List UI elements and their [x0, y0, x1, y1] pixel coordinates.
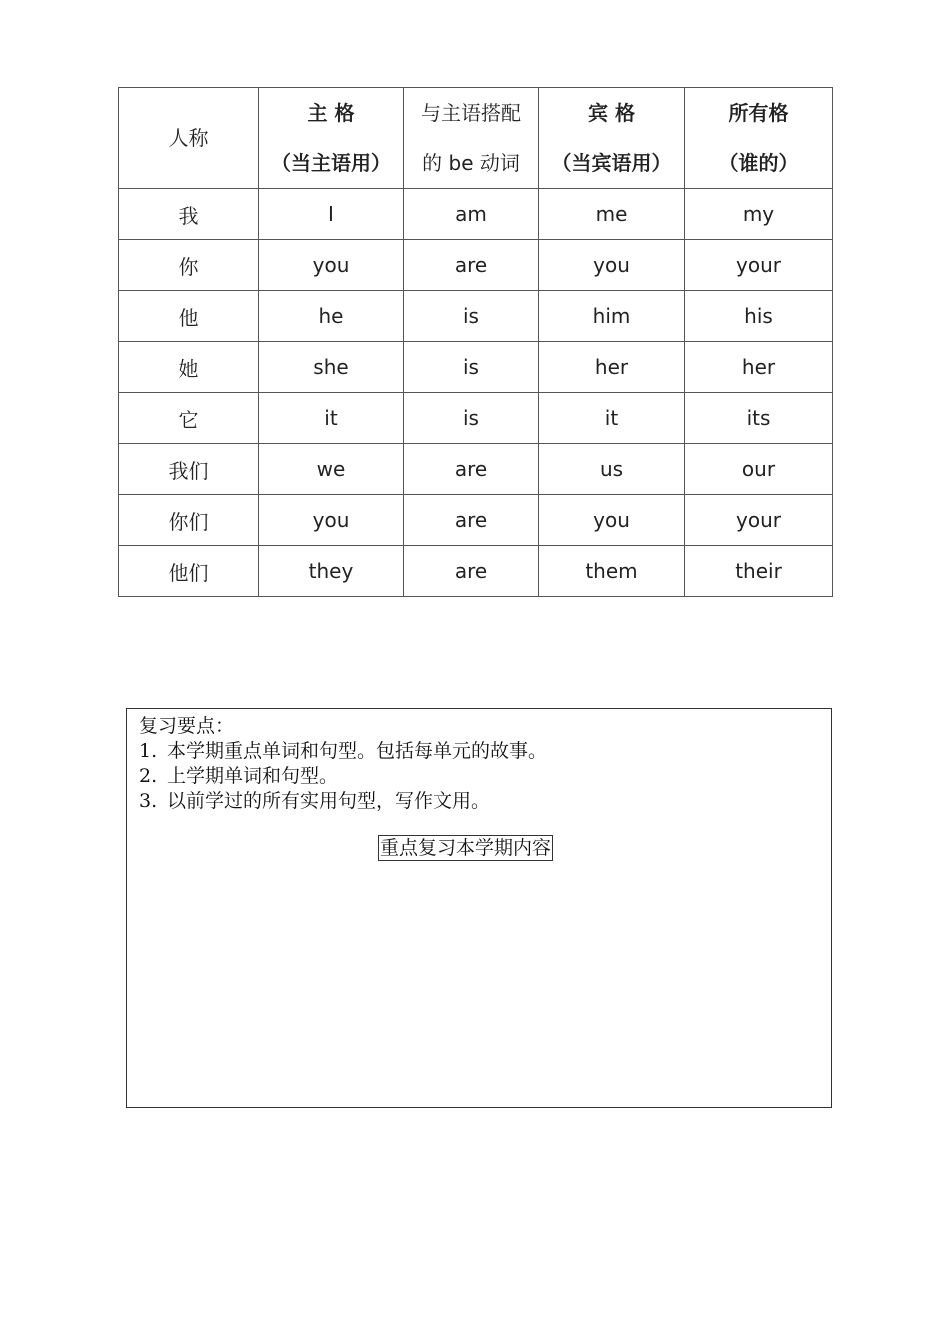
- boxed-note: 重点复习本学期内容: [380, 837, 552, 859]
- review-list: [139, 739, 547, 814]
- review-item-number: 1.: [139, 740, 158, 762]
- header-cell-line: （当宾语用）: [551, 151, 672, 175]
- table-cell: 她: [119, 342, 259, 393]
- review-item-text: 本学期重点单词和句型。包括每单元的故事。: [167, 740, 548, 762]
- table-cell: its: [685, 393, 833, 444]
- table-cell: 我们: [119, 444, 259, 495]
- table-cell: am: [404, 189, 539, 240]
- table-row: [119, 240, 833, 291]
- table-cell: her: [685, 342, 833, 393]
- header-cell: [404, 88, 539, 189]
- review-item: [139, 764, 547, 789]
- review-item-number: 2.: [139, 765, 158, 787]
- table-row: [119, 342, 833, 393]
- table-cell: is: [404, 291, 539, 342]
- table-cell: 你: [119, 240, 259, 291]
- review-item: [139, 739, 547, 764]
- table-cell: it: [259, 393, 404, 444]
- table-cell: are: [404, 546, 539, 597]
- review-item: [139, 789, 547, 814]
- table-row: [119, 444, 833, 495]
- header-cell: [685, 88, 833, 189]
- table-cell: her: [539, 342, 685, 393]
- header-cell-line: 与主语搭配: [421, 101, 521, 125]
- header-cell-line: （当主语用）: [271, 151, 391, 175]
- table-cell: are: [404, 444, 539, 495]
- table-cell: 我: [119, 189, 259, 240]
- table-cell: you: [539, 240, 685, 291]
- table-row: [119, 393, 833, 444]
- table-row: [119, 546, 833, 597]
- table-cell: 他: [119, 291, 259, 342]
- header-cell: [539, 88, 685, 189]
- table-cell: us: [539, 444, 685, 495]
- table-cell: they: [259, 546, 404, 597]
- table-row: [119, 189, 833, 240]
- header-cell-line: 人称: [168, 126, 209, 150]
- header-cell-line: 所有格: [728, 101, 789, 125]
- table-cell: she: [259, 342, 404, 393]
- table-cell: their: [685, 546, 833, 597]
- header-row: [119, 88, 833, 189]
- table-cell: him: [539, 291, 685, 342]
- review-title: 复习要点：: [139, 715, 235, 737]
- table-cell: your: [685, 495, 833, 546]
- table-cell: 你们: [119, 495, 259, 546]
- header-cell-line: （谁的）: [718, 151, 799, 175]
- table-cell: he: [259, 291, 404, 342]
- header-cell-line: 的 be 动词: [422, 151, 520, 175]
- review-item-text: 上学期单词和句型。: [167, 765, 339, 787]
- table-cell: 它: [119, 393, 259, 444]
- table-cell: I: [259, 189, 404, 240]
- table-cell: his: [685, 291, 833, 342]
- header-cell: [119, 88, 259, 189]
- table-cell: are: [404, 495, 539, 546]
- table-cell: your: [685, 240, 833, 291]
- table-cell: is: [404, 393, 539, 444]
- table-cell: me: [539, 189, 685, 240]
- table-cell: you: [259, 240, 404, 291]
- table-cell: my: [685, 189, 833, 240]
- table-cell: our: [685, 444, 833, 495]
- table-cell: them: [539, 546, 685, 597]
- table-header: [119, 88, 833, 189]
- table-cell: you: [259, 495, 404, 546]
- header-cell-line: 主 格: [307, 101, 355, 125]
- table-cell: you: [539, 495, 685, 546]
- table-row: [119, 291, 833, 342]
- pronoun-table: [118, 87, 833, 597]
- review-item-text: 以前学过的所有实用句型，写作文用。: [167, 790, 491, 812]
- table-cell: is: [404, 342, 539, 393]
- table-row: [119, 495, 833, 546]
- header-cell-line: 宾 格: [588, 101, 635, 125]
- table-cell: 他们: [119, 546, 259, 597]
- review-box: [126, 708, 832, 1108]
- table-cell: we: [259, 444, 404, 495]
- review-item-number: 3.: [139, 790, 158, 812]
- header-cell: [259, 88, 404, 189]
- table-body: [119, 189, 833, 597]
- table-cell: are: [404, 240, 539, 291]
- table-cell: it: [539, 393, 685, 444]
